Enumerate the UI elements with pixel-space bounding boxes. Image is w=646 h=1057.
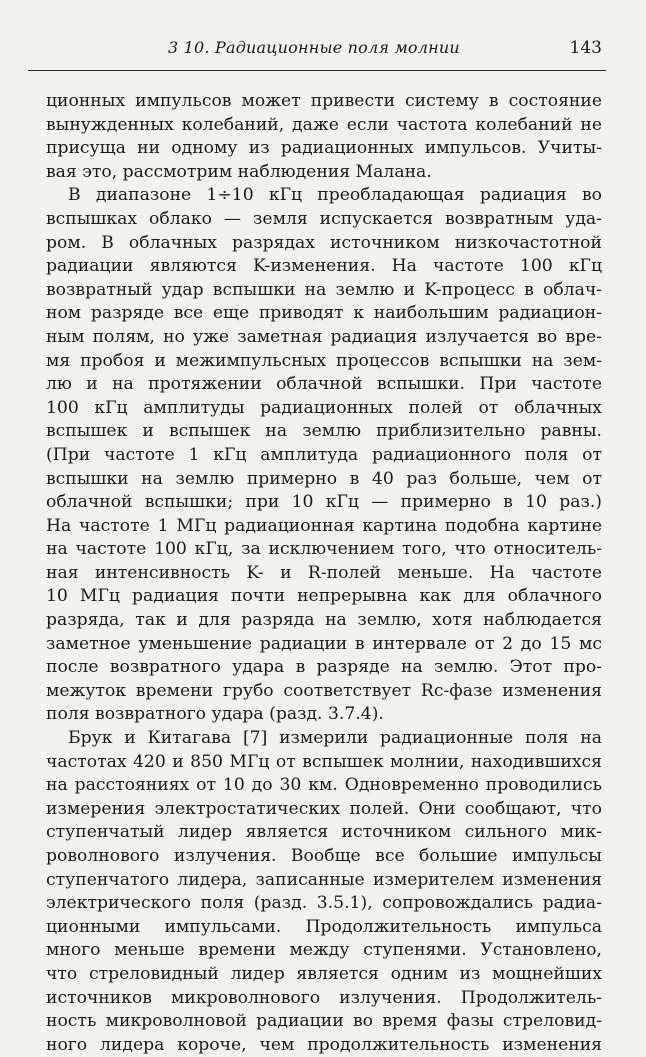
- text-line: после возвратного удара в разряде на землю. Этот про-: [46, 657, 602, 678]
- text-line: радиации являются K-изменения. На частоте 100 кГц: [46, 256, 602, 277]
- text-line: ционными импульсами. Продолжительность импульса: [46, 916, 602, 937]
- text-line: вспышках облако — земля испускается возвратным уда-: [46, 208, 602, 229]
- text-line: Брук и Китагава [7] измерили радиационные поля на: [68, 728, 602, 749]
- text-line: ступенчатого лидера, записанные измерителем изменения: [46, 869, 602, 890]
- text-line: вспышек и вспышек на землю приблизительно равны.: [46, 421, 602, 442]
- text-line: лю и на протяжении облачной вспышки. При частоте: [46, 374, 602, 395]
- text-line: на расстояниях от 10 до 30 км. Одновременно проводились: [46, 775, 602, 796]
- text-line: разряда, так и для разряда на землю, хотя наблюдается: [46, 610, 602, 631]
- text-line: частотах 420 и 850 МГц от вспышек молнии, находившихся: [46, 751, 602, 772]
- text-line: много меньше времени между ступенями. Установлено,: [46, 940, 602, 961]
- text-line: На частоте 1 МГц радиационная картина подобна картине: [46, 515, 602, 536]
- text-line: ционных импульсов может привести систему в состояние: [46, 91, 602, 111]
- text-line: ступенчатый лидер является источником сильного мик-: [46, 822, 602, 843]
- text-line: источников микроволнового излучения. Продолжитель-: [46, 987, 602, 1008]
- text-line: присуща ни одному из радиационных импульсов. Учиты-: [46, 138, 602, 159]
- text-line: вынужденных колебаний, даже если частота колебаний не: [46, 114, 602, 135]
- text-line: В диапазоне 1÷10 кГц преобладающая радиация во: [68, 185, 602, 206]
- text-line: вая это, рассмотрим наблюдения Малана.: [46, 161, 432, 182]
- body-text: [46, 90, 602, 1057]
- text-line: вспышки на землю примерно в 40 раз больше, чем от: [46, 468, 602, 489]
- text-line: возвратный удар вспышки на землю и K-процесс в облач-: [46, 279, 602, 300]
- text-line: роволнового излучения. Вообще все большие импульсы: [46, 846, 602, 866]
- text-line: ным полям, но уже заметная радиация излучается во вре-: [46, 326, 602, 347]
- text-line: 10 МГц радиация почти непрерывна как для облачного: [46, 586, 602, 607]
- running-head: 3 10. Радиационные поля молнии: [168, 38, 460, 57]
- text-line: ном разряде все еще приводят к наибольшим радиацион-: [46, 303, 602, 324]
- text-line: ного лидера короче, чем продолжительность изменения: [46, 1034, 602, 1055]
- page-number: 143: [569, 38, 602, 58]
- text-line: поля возвратного удара (разд. 3.7.4).: [46, 704, 384, 725]
- text-line: мя пробоя и межимпульсных процессов вспышки на зем-: [46, 350, 602, 371]
- text-line: электрического поля (разд. 3.5.1), сопровождались радиа-: [46, 893, 602, 914]
- text-line: облачной вспышки; при 10 кГц — примерно в 10 раз.): [46, 492, 602, 513]
- text-line: ность микроволновой радиации во время фазы стреловид-: [46, 1011, 602, 1032]
- text-line: 100 кГц амплитуды радиационных полей от облачных: [46, 397, 602, 418]
- text-line: заметное уменьшение радиации в интервале от 2 до 15 мс: [46, 633, 602, 654]
- text-line: ром. В облачных разрядах источником низкочастотной: [46, 232, 602, 253]
- text-line: ная интенсивность K- и R-полей меньше. На частоте: [46, 562, 602, 583]
- text-line: на частоте 100 кГц, за исключением того, что относитель-: [46, 539, 602, 560]
- text-line: что стреловидный лидер является одним из мощнейших: [46, 963, 602, 984]
- page-header: [28, 26, 606, 71]
- text-line: межуток времени грубо соответствует Rc-фазе изменения: [46, 680, 602, 701]
- text-line: (При частоте 1 кГц амплитуда радиационного поля от: [46, 444, 602, 465]
- text-line: измерения электростатических полей. Они сообщают, что: [46, 798, 602, 819]
